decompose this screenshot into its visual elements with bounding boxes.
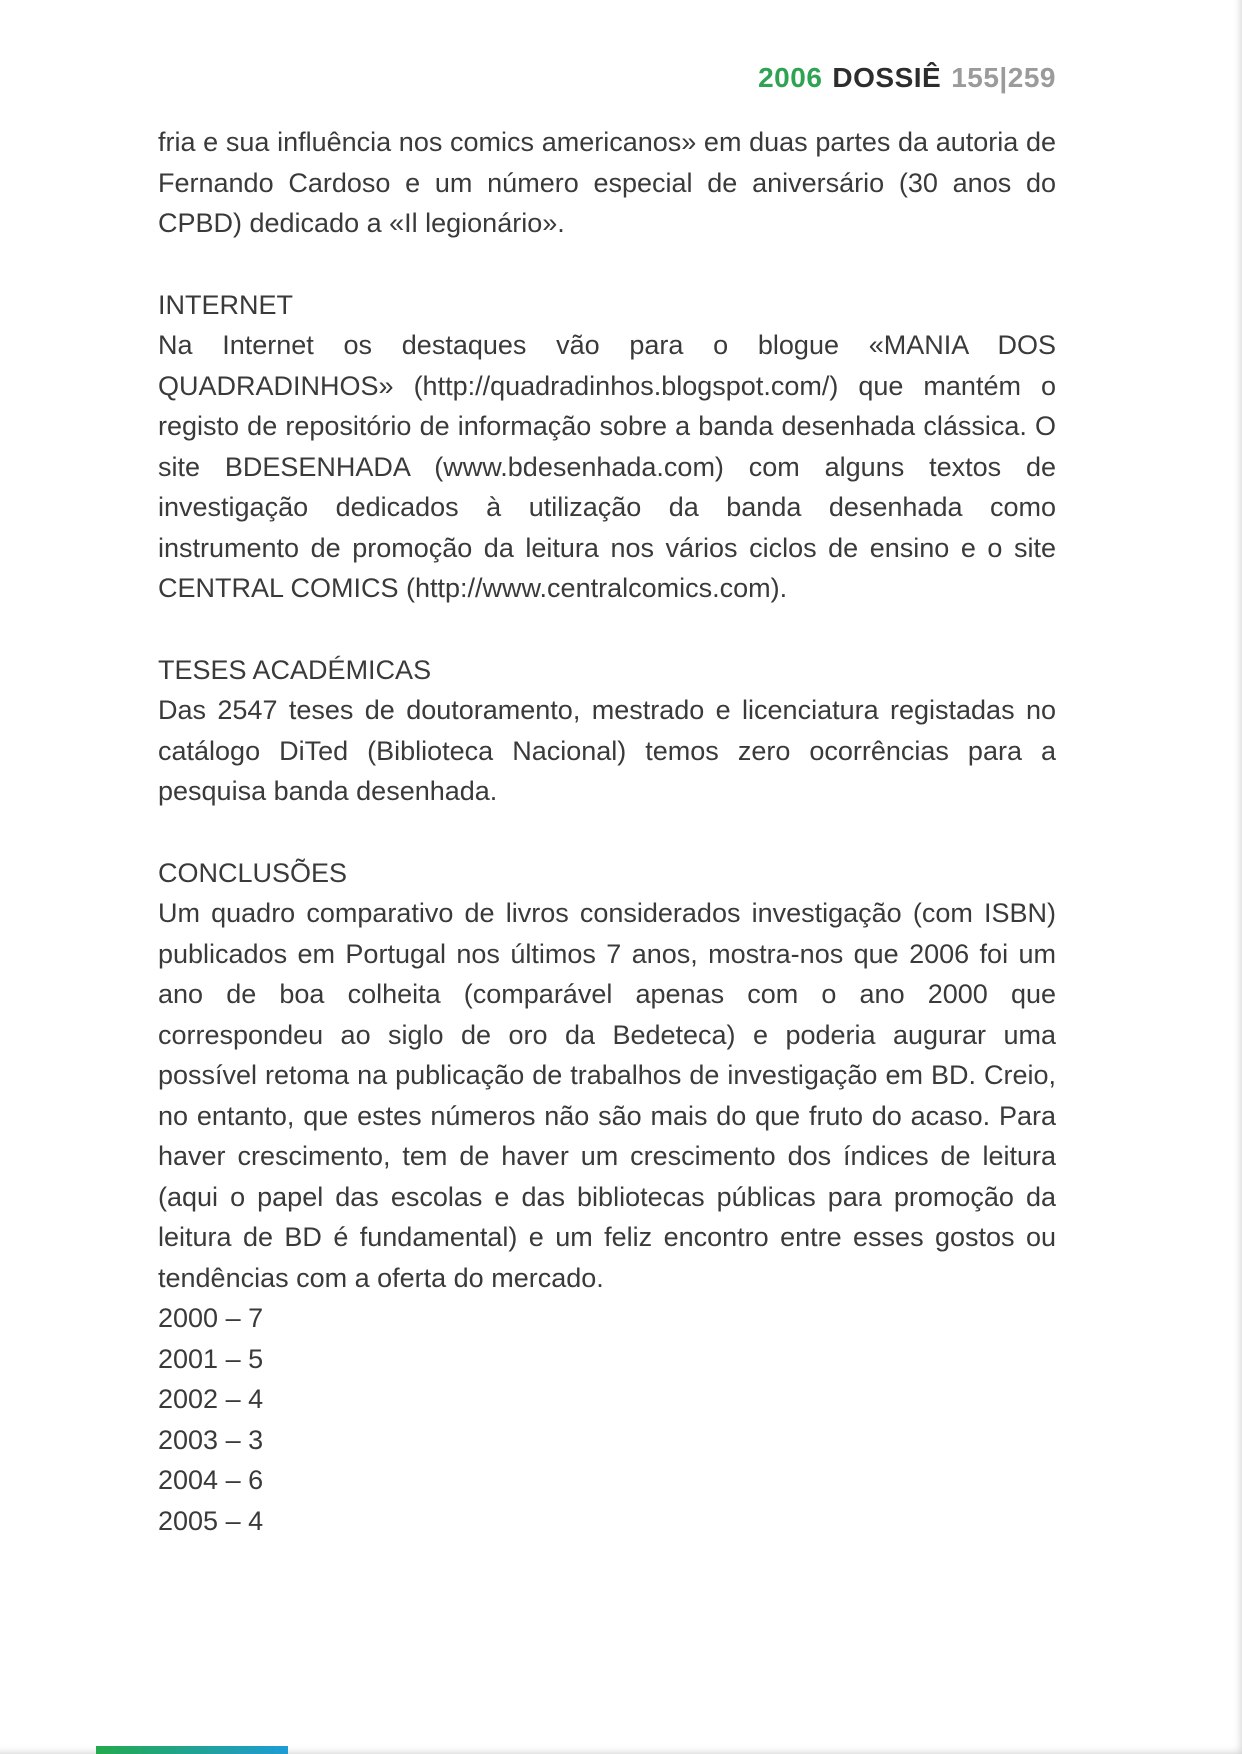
header-title: DOSSIÊ <box>832 62 942 93</box>
section-heading-internet: INTERNET <box>158 289 293 320</box>
year-count-item: 2005 – 4 <box>158 1505 264 1536</box>
intro-paragraph: fria e sua influência nos comics americanos» em duas partes da autoria de Fernando Cardoso e um número especial de aniversário (30 anos do CPBD) dedicado a «Il legionário». <box>158 127 1056 238</box>
year-count-item: 2004 – 6 <box>158 1465 264 1495</box>
section-conclusoes <box>158 853 1056 1299</box>
page-header <box>158 62 1056 94</box>
header-year: 2006 <box>758 62 823 93</box>
document-body <box>158 122 1056 1541</box>
footer-color-bar <box>96 1746 288 1754</box>
section-heading-teses-academicas: TESES ACADÉMICAS <box>158 654 432 685</box>
year-count-list <box>158 1298 1056 1541</box>
year-count-item: 2001 – 5 <box>158 1343 264 1374</box>
section-heading-conclusoes: CONCLUSÕES <box>158 857 348 888</box>
section-paragraph-internet: Na Internet os destaques vão para o blogue «MANIA DOS QUADRADINHOS» (http://quadradinhos.blogspot.com/) que mantém o registo de repositório de informação sobre a banda desenhada clássica. O site BDESENHADA (www.bdesenhada.com) com alguns textos de investigação dedicados à utilização da banda desenhada como instrumento de promoção da leitura nos vários ciclos de ensino e o site CENTRAL COMICS (http://www.centralcomics.com). <box>158 330 1056 603</box>
year-count-item: 2000 – 7 <box>158 1303 264 1333</box>
header-page-numbers: 155|259 <box>951 62 1056 93</box>
section-paragraph-teses-academicas: Das 2547 teses de doutoramento, mestrado e licenciatura registadas no catálogo DiTed (Biblioteca Nacional) temos zero ocorrências para a pesquisa banda desenhada. <box>158 695 1056 806</box>
year-count-item: 2002 – 4 <box>158 1384 264 1414</box>
section-paragraph-conclusoes: Um quadro comparativo de livros considerados investigação (com ISBN) publicados em Portugal nos últimos 7 anos, mostra-nos que 2006 foi um ano de boa colheita (comparável apenas com o ano 2000 que correspondeu ao siglo de oro da Bedeteca) e poderia augurar uma possível retoma na publicação de trabalhos de investigação em BD. Creio, no entanto, que estes números não são mais do que fruto do acaso. Para haver crescimento, tem de haver um crescimento dos índices de leitura (aqui o papel das escolas e das bibliotecas públicas para promoção da leitura de BD é fundamental) e um feliz encontro entre esses gostos ou tendências com a oferta do mercado. <box>158 898 1056 1293</box>
section-teses-academicas <box>158 650 1056 812</box>
section-internet <box>158 285 1056 609</box>
year-count-item: 2003 – 3 <box>158 1424 264 1455</box>
